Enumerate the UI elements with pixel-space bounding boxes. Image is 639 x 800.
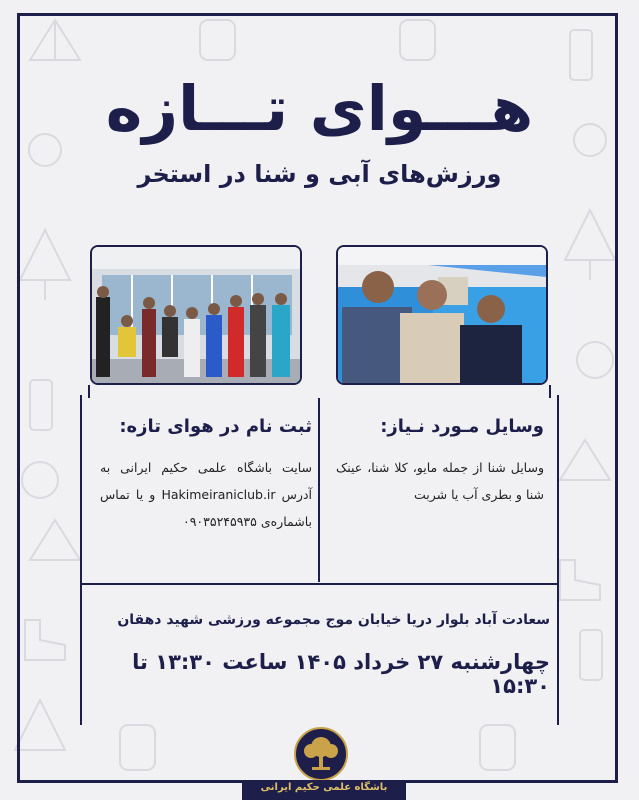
event-datetime: چهارشنبه ۲۷ خرداد ۱۴۰۵ ساعت ۱۳:۳۰ تا ۱۵:۳۰ (132, 650, 550, 698)
left-edge-line (80, 395, 82, 725)
equipment-heading: وسایل مـورد نـیاز: (380, 416, 544, 437)
club-logo (294, 727, 348, 781)
event-address: سعادت آباد بلوار دریا خیابان موج مجموعه ورزشی شهید دهقان (117, 612, 550, 628)
left-column-edge (88, 385, 90, 398)
column-divider (318, 398, 320, 582)
group-photo-illustration (92, 247, 300, 383)
poster-title: هـــوای تـــازه (105, 72, 534, 145)
logo-text: باشگاه علمی حکیم ایرانی (260, 782, 388, 793)
register-heading: ثبت نام در هوای تازه: (119, 416, 312, 437)
section-divider (80, 583, 559, 585)
tree-logo-icon (296, 729, 346, 779)
pool-photo-illustration (338, 247, 546, 383)
pool-photo (336, 245, 548, 385)
register-body: سایت باشگاه علمی حکیم ایرانی به آدرس Hakimeiraniclub.ir و یا تماس باشماره‌ی ۰۹۰۳۵۲۴۵۹۳۵ (100, 460, 312, 529)
right-column-edge (549, 385, 551, 398)
right-edge-line (557, 395, 559, 725)
poster-subtitle: ورزش‌های آبی و شنا در استخر (137, 160, 502, 188)
group-photo (90, 245, 302, 385)
equipment-body: وسایل شنا از جمله مایو، کلا شنا، عینک شنا و بطری آب یا شربت (336, 460, 544, 502)
